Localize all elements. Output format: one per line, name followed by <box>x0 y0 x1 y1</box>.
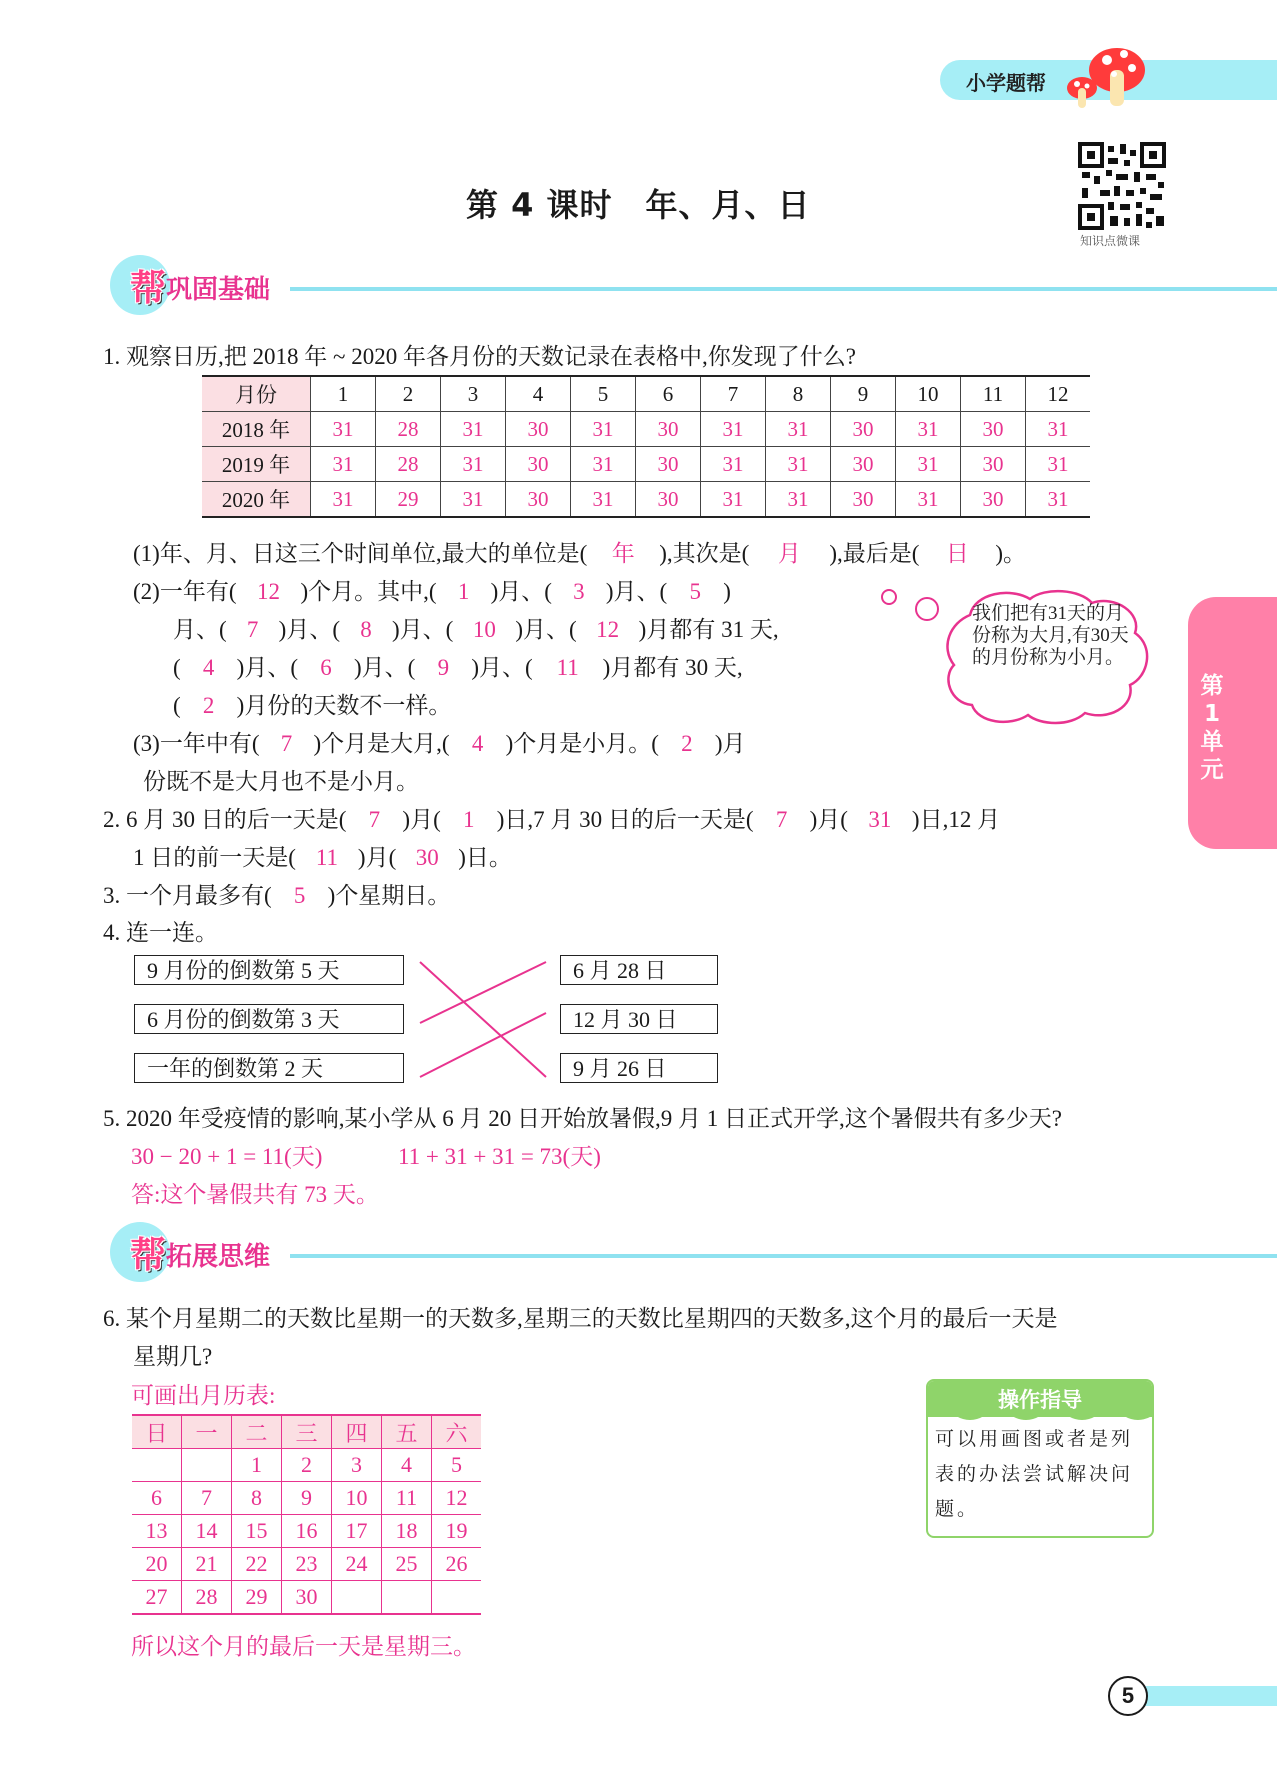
calendar-day-cell <box>382 1581 432 1615</box>
month-col: 12 <box>1026 376 1091 412</box>
month-col: 9 <box>831 376 896 412</box>
answer-blank: 5 <box>689 579 701 604</box>
calendar-day-cell: 29 <box>232 1581 282 1615</box>
match-line <box>420 1013 546 1077</box>
calendar-day-cell: 26 <box>432 1548 482 1581</box>
table-row <box>202 482 1090 518</box>
calendar-day-cell: 23 <box>282 1548 332 1581</box>
day-count-cell: 31 <box>701 447 766 482</box>
section-divider <box>290 287 1277 291</box>
text: )月、( <box>515 617 577 642</box>
text: (3)一年中有( <box>133 731 260 756</box>
month-days-table <box>202 375 1090 518</box>
day-count-cell: 30 <box>636 447 701 482</box>
guide-title: 操作指导 <box>998 1389 1082 1412</box>
answer-blank: 1 <box>457 579 470 604</box>
month-col: 8 <box>766 376 831 412</box>
text: )月 <box>714 731 746 756</box>
section-label: 巩固基础 <box>166 274 271 304</box>
answer-blank: 3 <box>573 579 585 604</box>
day-count-cell: 31 <box>1026 412 1091 447</box>
q4-prompt: 4. 连一连。 <box>103 920 218 945</box>
month-col: 6 <box>636 376 701 412</box>
table-row <box>202 412 1090 447</box>
answer-blank: 5 <box>293 883 306 908</box>
q1-part2-line3 <box>173 649 743 682</box>
calendar-day-cell: 12 <box>432 1482 482 1515</box>
day-count-cell: 31 <box>701 412 766 447</box>
text: )月份的天数不一样。 <box>236 693 452 718</box>
q6-prompt-line2: 星期几? <box>133 1344 213 1369</box>
weekday-header: 三 <box>282 1415 332 1449</box>
answer-blank: 12 <box>256 579 280 604</box>
answer-blank: 9 <box>437 655 450 680</box>
day-count-cell: 31 <box>311 482 376 518</box>
answer-blank: 10 <box>472 617 496 642</box>
weekday-header: 二 <box>232 1415 282 1449</box>
month-calendar <box>132 1414 481 1615</box>
answer-blank: 7 <box>246 617 259 642</box>
text: )月都有 31 天, <box>638 617 779 642</box>
day-count-cell: 30 <box>506 412 571 447</box>
match-line <box>420 962 546 1077</box>
answer-blank: 6 <box>320 655 332 680</box>
answer-blank: 月 <box>777 541 801 566</box>
month-col: 2 <box>376 376 441 412</box>
section-header-extend <box>110 1222 1180 1292</box>
section-label: 拓展思维 <box>166 1241 271 1271</box>
calendar-day-cell: 28 <box>182 1581 232 1615</box>
text: )月、( <box>236 655 298 680</box>
q5-calc-2: 11 + 31 + 31 = 73(天) <box>398 1144 601 1169</box>
calendar-day-cell: 16 <box>282 1515 332 1548</box>
lesson-title: 第 4 课时 年、月、日 <box>466 186 811 224</box>
bubble-text: 我们把有31天的月份称为大月,有30天的月份称为小月。 <box>972 603 1129 668</box>
day-count-cell: 31 <box>441 447 506 482</box>
section-prefix: 帮 <box>130 1234 167 1275</box>
calendar-week-row <box>132 1449 481 1482</box>
text: )月、( <box>605 579 668 604</box>
section-prefix: 帮 <box>130 267 167 308</box>
text: 3. 一个月最多有( <box>103 883 272 908</box>
calendar-week-row <box>132 1548 481 1581</box>
unit-side-tab-label: 第1单元 <box>1200 673 1224 783</box>
answer-blank: 年 <box>611 541 635 566</box>
match-right-item: 9 月 26 日 <box>560 1053 718 1083</box>
match-lines <box>410 950 560 1090</box>
text: )月( <box>809 807 848 832</box>
day-count-cell: 30 <box>636 412 701 447</box>
text: )。 <box>995 541 1027 566</box>
day-count-cell: 30 <box>961 482 1026 518</box>
text: )月( <box>357 845 397 870</box>
answer-blank: 7 <box>280 731 293 756</box>
q1-part3-line1 <box>133 725 746 758</box>
text: )个月。其中,( <box>300 579 437 604</box>
answer-blank: 4 <box>202 655 215 680</box>
day-count-cell: 31 <box>766 412 831 447</box>
answer-blank: 11 <box>315 845 338 870</box>
day-count-cell: 31 <box>571 482 636 518</box>
answer-blank: 2 <box>202 693 215 718</box>
text: ),最后是( <box>829 541 920 566</box>
text: )月、( <box>278 617 340 642</box>
q1-prompt: 1. 观察日历,把 2018 年 ~ 2020 年各月份的天数记录在表格中,你发现了什么? <box>103 344 856 369</box>
text: )月、( <box>392 617 454 642</box>
match-line <box>420 962 546 1023</box>
section-header-basic <box>110 255 1180 325</box>
match-left-item: 一年的倒数第 2 天 <box>134 1053 404 1083</box>
match-left-item: 9 月份的倒数第 5 天 <box>134 955 404 985</box>
calendar-day-cell: 18 <box>382 1515 432 1548</box>
q5-calc-1: 30 − 20 + 1 = 11(天) <box>131 1144 323 1169</box>
day-count-cell: 31 <box>766 482 831 518</box>
month-col: 10 <box>896 376 961 412</box>
text: )月、( <box>354 655 416 680</box>
day-count-cell: 31 <box>441 412 506 447</box>
answer-blank: 1 <box>463 807 475 832</box>
calendar-week-row <box>132 1482 481 1515</box>
qr-caption: 知识点微课 <box>1080 234 1141 248</box>
text: (1)年、月、日这三个时间单位,最大的单位是( <box>133 541 588 566</box>
month-col: 3 <box>441 376 506 412</box>
calendar-day-cell: 21 <box>182 1548 232 1581</box>
q5-prompt: 5. 2020 年受疫情的影响,某小学从 6 月 20 日开始放暑假,9 月 1 日正式开学,这个暑假共有多少天? <box>103 1106 1062 1131</box>
calendar-day-cell: 17 <box>332 1515 382 1548</box>
calendar-day-cell <box>132 1449 182 1482</box>
calendar-day-cell: 8 <box>232 1482 282 1515</box>
q6-prompt-line1: 6. 某个月星期二的天数比星期一的天数多,星期三的天数比星期四的天数多,这个月的最后一天是 <box>103 1306 1058 1331</box>
calendar-day-cell: 14 <box>182 1515 232 1548</box>
match-right-item: 12 月 30 日 <box>560 1004 718 1034</box>
q2-line2 <box>133 839 512 872</box>
day-count-cell: 29 <box>376 482 441 518</box>
day-count-cell: 30 <box>636 482 701 518</box>
day-count-cell: 31 <box>571 412 636 447</box>
text: )月都有 30 天, <box>602 655 743 680</box>
text: )个月是大月,( <box>313 731 450 756</box>
calendar-day-cell: 25 <box>382 1548 432 1581</box>
q6-conclusion: 所以这个月的最后一天是星期三。 <box>131 1634 476 1659</box>
calendar-day-cell: 15 <box>232 1515 282 1548</box>
q1-part2-line4 <box>173 687 451 720</box>
day-count-cell: 28 <box>376 447 441 482</box>
text: )日,7 月 30 日的后一天是( <box>496 807 754 832</box>
answer-blank: 2 <box>681 731 693 756</box>
table-row <box>202 447 1090 482</box>
qr-code-icon[interactable] <box>1078 142 1166 230</box>
q2-line1 <box>103 801 1000 834</box>
calendar-day-cell <box>432 1581 482 1615</box>
match-right-item: 6 月 28 日 <box>560 955 718 985</box>
answer-blank: 30 <box>415 845 439 870</box>
month-col: 11 <box>961 376 1026 412</box>
weekday-header: 一 <box>182 1415 232 1449</box>
q1-part1 <box>133 535 1026 568</box>
text: )月( <box>402 807 441 832</box>
text: ( <box>173 655 181 680</box>
q1-part2-line2 <box>173 611 779 644</box>
year-label: 2020 年 <box>202 482 311 518</box>
month-col: 4 <box>506 376 571 412</box>
q3-line <box>103 877 450 910</box>
q1-part2-line1 <box>133 573 731 606</box>
text: )个星期日。 <box>327 883 451 908</box>
calendar-week-row <box>132 1515 481 1548</box>
day-count-cell: 30 <box>506 482 571 518</box>
day-count-cell: 28 <box>376 412 441 447</box>
month-col: 5 <box>571 376 636 412</box>
day-count-cell: 30 <box>961 447 1026 482</box>
text: 1 日的前一天是( <box>133 845 296 870</box>
text: ),其次是( <box>659 541 750 566</box>
day-count-cell: 30 <box>831 412 896 447</box>
answer-blank: 7 <box>775 807 788 832</box>
text: )月、( <box>490 579 552 604</box>
calendar-day-cell <box>332 1581 382 1615</box>
answer-blank: 12 <box>596 617 620 642</box>
text: )日。 <box>458 845 512 870</box>
table-header-row <box>202 376 1090 412</box>
day-count-cell: 31 <box>311 447 376 482</box>
calendar-day-cell: 5 <box>432 1449 482 1482</box>
answer-blank: 31 <box>868 807 892 832</box>
day-count-cell: 30 <box>506 447 571 482</box>
weekday-header: 六 <box>432 1415 482 1449</box>
q5-answer: 答:这个暑假共有 73 天。 <box>131 1182 379 1207</box>
month-col: 1 <box>311 376 376 412</box>
day-count-cell: 31 <box>896 482 961 518</box>
day-count-cell: 30 <box>961 412 1026 447</box>
calendar-day-cell: 11 <box>382 1482 432 1515</box>
day-count-cell: 31 <box>441 482 506 518</box>
calendar-day-cell: 24 <box>332 1548 382 1581</box>
brand-label: 小学题帮 <box>966 73 1046 95</box>
text: 2. 6 月 30 日的后一天是( <box>103 807 347 832</box>
calendar-day-cell: 2 <box>282 1449 332 1482</box>
day-count-cell: 30 <box>831 447 896 482</box>
answer-blank: 4 <box>471 731 484 756</box>
calendar-day-cell: 6 <box>132 1482 182 1515</box>
day-count-cell: 31 <box>896 412 961 447</box>
day-count-cell: 31 <box>1026 447 1091 482</box>
match-left-item: 6 月份的倒数第 3 天 <box>134 1004 404 1034</box>
calendar-day-cell: 30 <box>282 1581 332 1615</box>
answer-blank: 8 <box>360 617 372 642</box>
day-count-cell: 31 <box>766 447 831 482</box>
calendar-day-cell: 3 <box>332 1449 382 1482</box>
text: )个月是小月。( <box>505 731 659 756</box>
calendar-day-cell: 1 <box>232 1449 282 1482</box>
q6-hint: 可画出月历表: <box>131 1383 276 1408</box>
day-count-cell: 30 <box>831 482 896 518</box>
calendar-day-cell: 9 <box>282 1482 332 1515</box>
calendar-day-cell: 19 <box>432 1515 482 1548</box>
day-count-cell: 31 <box>896 447 961 482</box>
year-label: 2018 年 <box>202 412 311 447</box>
answer-blank: 7 <box>368 807 381 832</box>
text: 月、( <box>173 617 227 642</box>
year-label: 2019 年 <box>202 447 311 482</box>
text: )日,12 月 <box>911 807 1001 832</box>
guide-text: 可以用画图或者是列表的办法尝试解决问题。 <box>935 1429 1134 1520</box>
text: )月、( <box>471 655 533 680</box>
answer-blank: 11 <box>556 655 579 680</box>
calendar-day-cell: 10 <box>332 1482 382 1515</box>
page-number: 5 <box>1121 1683 1135 1708</box>
weekday-header: 日 <box>132 1415 182 1449</box>
text: (2)一年有( <box>133 579 237 604</box>
q1-part3-line2: 份既不是大月也不是小月。 <box>143 769 419 794</box>
weekday-header: 四 <box>332 1415 382 1449</box>
calendar-week-row <box>132 1581 481 1615</box>
day-count-cell: 31 <box>701 482 766 518</box>
answer-blank: 日 <box>945 541 969 566</box>
calendar-day-cell: 27 <box>132 1581 182 1615</box>
calendar-day-cell <box>182 1449 232 1482</box>
table-corner: 月份 <box>202 376 311 412</box>
calendar-day-cell: 4 <box>382 1449 432 1482</box>
text: ) <box>723 579 731 604</box>
day-count-cell: 31 <box>311 412 376 447</box>
calendar-day-cell: 22 <box>232 1548 282 1581</box>
day-count-cell: 31 <box>571 447 636 482</box>
mushroom-icon <box>1062 42 1150 112</box>
calendar-day-cell: 7 <box>182 1482 232 1515</box>
month-col: 7 <box>701 376 766 412</box>
calendar-day-cell: 20 <box>132 1548 182 1581</box>
weekday-header: 五 <box>382 1415 432 1449</box>
text: ( <box>173 693 181 718</box>
calendar-day-cell: 13 <box>132 1515 182 1548</box>
calendar-header-row <box>132 1415 481 1449</box>
section-divider <box>290 1254 1277 1258</box>
day-count-cell: 31 <box>1026 482 1091 518</box>
